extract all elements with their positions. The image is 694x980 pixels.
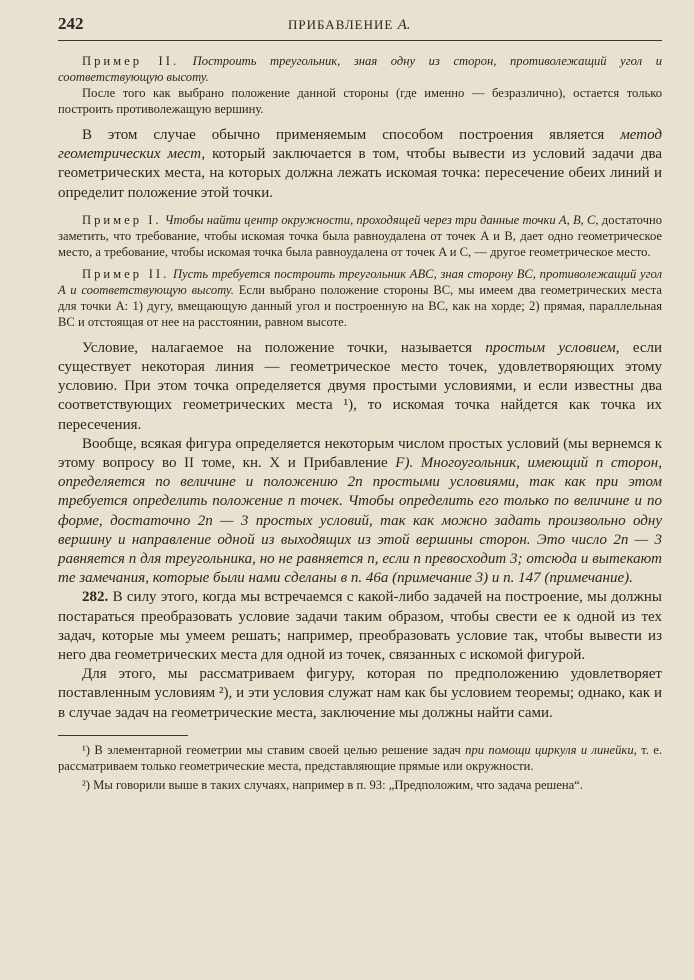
page-number: 242 <box>58 14 84 33</box>
paragraph-assumed-figure: Для этого, мы рассматриваем фигуру, которая по предположению удовлетворяет поставленным условиям ²), и эти условия служат нам как бы условием теоремы; однако, как и в случае задач на геометрические места, заключение мы должны найти сами. <box>58 666 662 721</box>
example-2-statement: Пример II. Построить треугольник, зная одну из сторон, противолежащий угол и соответствующую высоту. <box>58 54 662 84</box>
running-title: ПРИБАВЛЕНИЕ A. <box>288 17 411 33</box>
footnote-divider <box>58 735 188 736</box>
example-2-triangle: Пример II. Пусть требуется построить треугольник ABC, зная сторону BC, противолежащий угол A и соответствующую высоту. Если выбрано положение стороны BC, мы имеем два геометрических места для точки A: 1) дугу, вмещающую данный угол и построенную на BC, как на хорде; 2) прямая, параллельная BC и отстоящая от нее на расстоянии, равном высоте. <box>58 266 662 329</box>
footnote-2: ²) Мы говорили выше в таких случаях, например в п. 93: „Предположим, что задача решена“. <box>82 777 583 792</box>
paragraph-simple-condition: Условие, налагаемое на положение точки, называется простым условием, если существует некоторая линия — геометрическое место точек, удовлетворяющих этому условию. При этом точка определяется двумя простыми условиями, и если известны два соответствующих геометрических места ¹), то искомая точка найдется как точка их пересечения. <box>58 339 662 433</box>
example-2-text: После того как выбрано положение данной стороны (где именно — безразлично), остается только построить противолежащую вершину. <box>58 86 662 116</box>
section-282: 282. В силу этого, когда мы встречаемся с какой-либо задачей на построение, мы должны постараться преобразовать условие задачи таким образом, чтобы свести ее к одной из тех задач, которые мы умеем решать; например, преобразовать условие так, чтобы вывести из него два геометрических места для одной из точек, связанных с искомой фигурой. <box>58 589 662 664</box>
paragraph-method-geometric-loci: В этом случае обычно применяемым способом построения является метод геометрических мест, который заключается в том, чтобы вывести из условий задачи два геометрических места, на которых должна лежать искомая точка: пересечение обеих линий и определит положение этой точки. <box>58 127 663 201</box>
page-header <box>58 14 662 41</box>
footnote-1: ¹) В элементарной геометрии мы ставим своей целью решение задач при помощи циркуля и линейки, т. е. рассматриваем только геометрические места, представляющие прямые или окружности. <box>58 742 663 773</box>
example-1-circle-center: Пример I. Чтобы найти центр окружности, проходящей через три данные точки A, B, C, достаточно заметить, что требование, чтобы искомая точка была равноудалена от точек A и B, дает одно геометрическое место, а требование, чтобы искомая точка была равноудалена от точек A и C, — другое геометрическое место. <box>58 212 663 259</box>
paragraph-figure-conditions: Вообще, всякая фигура определяется некоторым числом простых условий (мы вернемся к этому вопросу во II томе, кн. X и Прибавление F). Многоугольник, имеющий n сторон, определяется по величине и положению 2n простыми условиями, так как при этом требуется определить положение n точек. Чтобы определить его только по величине и по форме, достаточно 2n — 3 простых условий, так как можно задать произвольно одну вершину и направление одной из выходящих из этой вершины сторон. Это число 2n — 3 равняется n для треугольника, но не равняется n, если n превосходит 3; отсюда и вытекают те замечания, которые были нами сделаны в п. 46а (примечание 3) и п. 147 (примечание). <box>58 435 662 587</box>
